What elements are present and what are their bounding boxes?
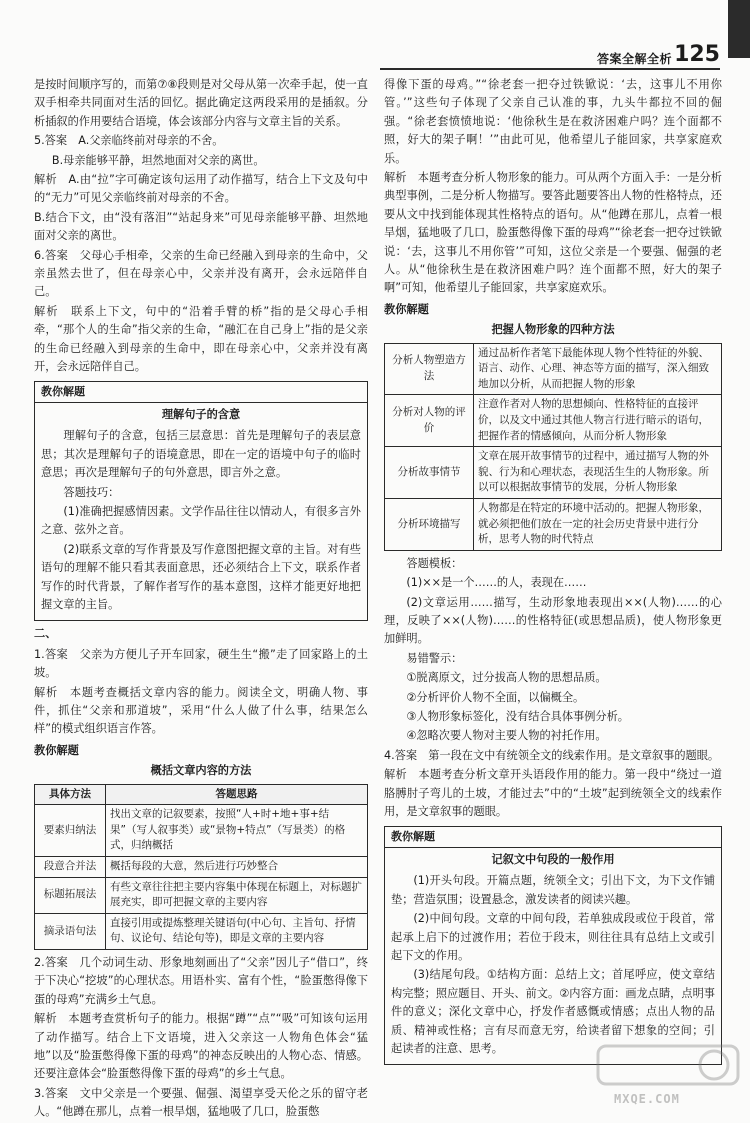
answer-6: 6.答案 父母心手相牵，父亲的生命已经融入到母亲的生命中，父亲虽然去世了，但在母亲心中，父亲并没有离开，会永远陪伴自己。 (34, 248, 368, 299)
tip-paragraph: (1)准确把握感情因素。文学作品往往以情动人，有很多言外之意、弦外之音。 (41, 504, 361, 537)
analysis-1: 解析 本题考查概括文章内容的能力。阅读全文，明确人物、事件，抓住“父亲和那道坡”，采用“什么人做了什么事，结果怎么样”的模式组织语言作答。 (34, 685, 368, 736)
table-row (35, 857, 368, 878)
table-cell: 分析人物塑造方法 (385, 343, 474, 395)
watermark-text: MXQE.COM (614, 1092, 680, 1106)
answer-1: 1.答案 父亲为方便儿子开车回家，硬生生“搬”走了回家路上的土坡。 (34, 647, 368, 680)
table-cell: 段意合并法 (35, 857, 106, 878)
right-column (384, 76, 722, 1069)
warning-item: ②分析评价人物不全面，以偏概全。 (406, 690, 585, 704)
answer-2: 2.答案 几个动词生动、形象地刻画出了“父亲”因儿子“借口”，终于下决心“挖坡”的心理状态。用语朴实、富有个性，“脸蛋憋得像下蛋的母鸡”充满乡土气息。 (34, 955, 368, 1006)
page-edge-tab (728, 0, 750, 58)
analysis-5: 解析 A.由“拉”字可确定该句运用了动作描写，结合上下文及句中的“无力”可见父亲临终前对母亲的不舍。 (34, 173, 368, 205)
page-header (0, 0, 750, 76)
table-row (35, 913, 368, 949)
table-cell: 直接引用或提炼整理关键语句(中心句、主旨句、抒情句、议论句、结论句等)，即是文章的主要内容 (106, 913, 368, 949)
header-rule (380, 68, 720, 70)
table-cell: 摘录语句法 (35, 913, 106, 949)
template-label: 答题模板： (406, 556, 463, 570)
header-title: 答案全解全析 (596, 52, 672, 66)
template-line: (1)××是一个……的人，表现在…… (406, 576, 587, 590)
tip-paragraph: 理解句子的含意，包括三层意思：首先是理解句子的表层意思；其次是理解句子的语境意思，即在一定的语境中句子的临时意思；再次是理解句子的句外意思，即言外之意。 (41, 429, 361, 480)
table-cell: 标题拓展法 (35, 877, 106, 913)
analysis-6: 解析 联系上下文，句中的“沿着手臂的桥”指的是父母心手相牵，“那个人的生命”指父亲的生命，“融汇在自己身上”指的是父亲的生命已经融入到母亲的生命中，即在母亲心中，父亲并没有离开，会永远陪伴自己。 (34, 304, 368, 374)
tip-label: 教你解题 (34, 743, 79, 757)
table-row (385, 343, 722, 395)
table-cell: 有些文章往往把主要内容集中体现在标题上，对标题扩展充实，即可把握文章的主要内容 (106, 877, 368, 913)
answer-5: 5.答案 A.父亲临终前对母亲的不舍。 (34, 134, 224, 148)
table-header: 答题思路 (106, 784, 368, 805)
tip-paragraph: (3)结尾句段。①结构方面：总结上文；首尾呼应，使文章结构完整；照应题目、开头、前文。②内容方面：画龙点睛，点明事件的意义；深化文章中心，抒发作者感慨或情感；点出人物的品质、精神或性格；言有尽而意无穷，给读者留下想象的空间；引起读者的注意、思考。 (391, 968, 715, 1055)
answer-5-b: B.母亲能够平静，坦然地面对父亲的离世。 (51, 153, 265, 167)
table-header: 具体方法 (35, 784, 106, 805)
table-row (385, 499, 722, 551)
table-row (385, 447, 722, 499)
summary-methods-table (34, 784, 368, 950)
table-row (35, 805, 368, 857)
tip-box-title: 理解句子的含意 (161, 407, 241, 421)
table-title: 概括文章内容的方法 (150, 764, 252, 778)
analysis-5-b: B.结合下文，由“没有落泪”“站起身来”可见母亲能够平静、坦然地面对父亲的离世。 (34, 210, 368, 243)
watermark-logo-icon (594, 1042, 744, 1088)
table-cell: 通过品析作者笔下最能体现人物个性特征的外貌、语言、动作、心理、神态等方面的描写，深入细致地加以分析，从而把握人物的形象 (474, 343, 722, 395)
character-methods-table (384, 343, 722, 551)
section-two-label: 二、 (34, 627, 57, 641)
table-cell: 分析环境描写 (385, 499, 474, 551)
table-row (35, 877, 368, 913)
template-line: (2)文章运用……描写，生动形象地表现出××(人物)……的心理，反映了××(人物)……的性格特征(或思想品质)，使人物形象更加鲜明。 (384, 595, 722, 646)
tip-box-title: 记叙文中句段的一般作用 (491, 852, 615, 866)
paragraph: 得像下蛋的母鸡。”“徐老套一把夺过铁锨说：‘去，这事儿不用你管。’”这些句子体现了父亲自己认准的事，九头牛都拉不回的倔强。“徐老套愤愤地说：‘他徐秋生是在救济困难户吗？连个面都不照，好大的架子啊！’”由此可见，他希望儿子能回家，共享家庭欢乐。 (384, 78, 722, 165)
page-number: 125 (674, 42, 720, 67)
table-cell: 概括每段的大意，然后进行巧妙整合 (106, 857, 368, 878)
paragraph: 是按时间顺序写的，而第⑦⑧段则是对父母从第一次牵手起，使一直双手相牵共同面对生活的回忆。据此确定这两段采用的是插叙。分析插叙的作用要结合语境，体会该部分内容与文章主旨的关系。 (34, 78, 368, 128)
table-title: 把握人物形象的四种方法 (491, 323, 615, 337)
warning-item: ①脱离原文，过分拔高人物的思想品质。 (406, 671, 607, 685)
table-cell: 文章在展开故事情节的过程中，通过描写人物的外貌、行为和心理状态，表现活生生的人物形象。所以可以根据故事情节的发展，分析人物形象 (474, 447, 722, 499)
table-cell: 分析对人物的评价 (385, 395, 474, 447)
tip-box-paragraph-roles (384, 826, 722, 1066)
warning-label: 易错警示： (406, 651, 463, 665)
left-column (34, 76, 368, 1123)
tip-paragraph: 答题技巧： (63, 485, 120, 499)
tip-paragraph: (2)联系文章的写作背景及写作意图把握文章的主旨。对有些语句的理解不能只看其表面意思，还必须结合上下文，联系作者写作的时代背景，了解作者写作的基本意图，这样才能更好地把握文章的主旨。 (41, 542, 361, 611)
answer-4: 4.答案 第一段在文中有统领全文的线索作用。是文章叙事的题眼。 (384, 748, 720, 762)
table-cell: 人物都是在特定的环境中活动的。把握人物形象，就必须把他们放在一定的社会历史背景中进行分析，思考人物的时代特点 (474, 499, 722, 551)
table-cell: 分析故事情节 (385, 447, 474, 499)
tip-box-label: 教你解题 (35, 382, 367, 403)
tip-box-label: 教你解题 (385, 827, 721, 848)
tip-paragraph: (1)开头句段。开篇点题，统领全文；引出下文，为下文作铺垫；营造氛围；设置悬念，激发读者的阅读兴趣。 (391, 874, 715, 906)
tip-box-sentence-meaning (34, 381, 368, 622)
watermark-logo (594, 1042, 744, 1106)
table-cell: 要素归纳法 (35, 805, 106, 857)
warning-item: ④忽略次要人物对主要人物的衬托作用。 (406, 729, 607, 743)
warning-item: ③人物形象标签化，没有结合具体事例分析。 (406, 710, 629, 724)
table-row (385, 395, 722, 447)
table-cell: 找出文章的记叙要素，按照“人+时+地+事+结果”（写人叙事类）或“景物+特点”（写景类）的格式，归纳概括 (106, 805, 368, 857)
table-cell: 注意作者对人物的思想倾向、性格特征的直接评价，以及文中通过其他人物言行进行暗示的语句，把握作者的情感倾向，从而分析人物形象 (474, 395, 722, 447)
analysis-4: 解析 本题考查分析文章开头语段作用的能力。第一段中“绕过一道胳膊肘子弯儿的土坡，才能过去”中的“土坡”起到统领全文的线索作用，是文章叙事的题眼。 (384, 768, 722, 819)
tip-paragraph: (2)中间句段。文章的中间句段，若单独成段或位于段首，常起承上启下的过渡作用；若位于段末，则往往具有总结上文或引起下文的作用。 (391, 912, 715, 962)
tip-label: 教你解题 (384, 302, 429, 316)
analysis-2: 解析 本题考查赏析句子的能力。根据“蹲”“点”“吸”可知该句运用了动作描写。结合上下文语境，进入父亲这一人物角色体会“猛地”以及“脸蛋憋得像下蛋的母鸡”的神态反映出的人物心态、情感。还要注意体会“脸蛋憋得像下蛋的母鸡”的乡土气息。 (34, 1012, 368, 1081)
answer-3: 3.答案 文中父亲是一个要强、倔强、渴望享受天伦之乐的留守老人。“他蹲在那儿，点着一根旱烟，猛地吸了几口，脸蛋憋 (34, 1086, 368, 1119)
analysis-3: 解析 本题考查分析人物形象的能力。可从两个方面入手：一是分析典型事例，二是分析人物描写。要答此题要答出人物的性格特点，还要从文中找到能体现其性格特点的语句。从“他蹲在那儿，点着一根旱烟，猛地吸了几口，脸蛋憋得像下蛋的母鸡”“徐老套一把夺过铁锨说：‘去，这事儿不用你管’”可知，这位父亲是一个要强、倔强的老人。从“他徐秋生是在救济困难户吗？连个面都不照，好大的架子啊”可知，他希望儿子能回家，共享家庭欢乐。 (384, 171, 722, 295)
